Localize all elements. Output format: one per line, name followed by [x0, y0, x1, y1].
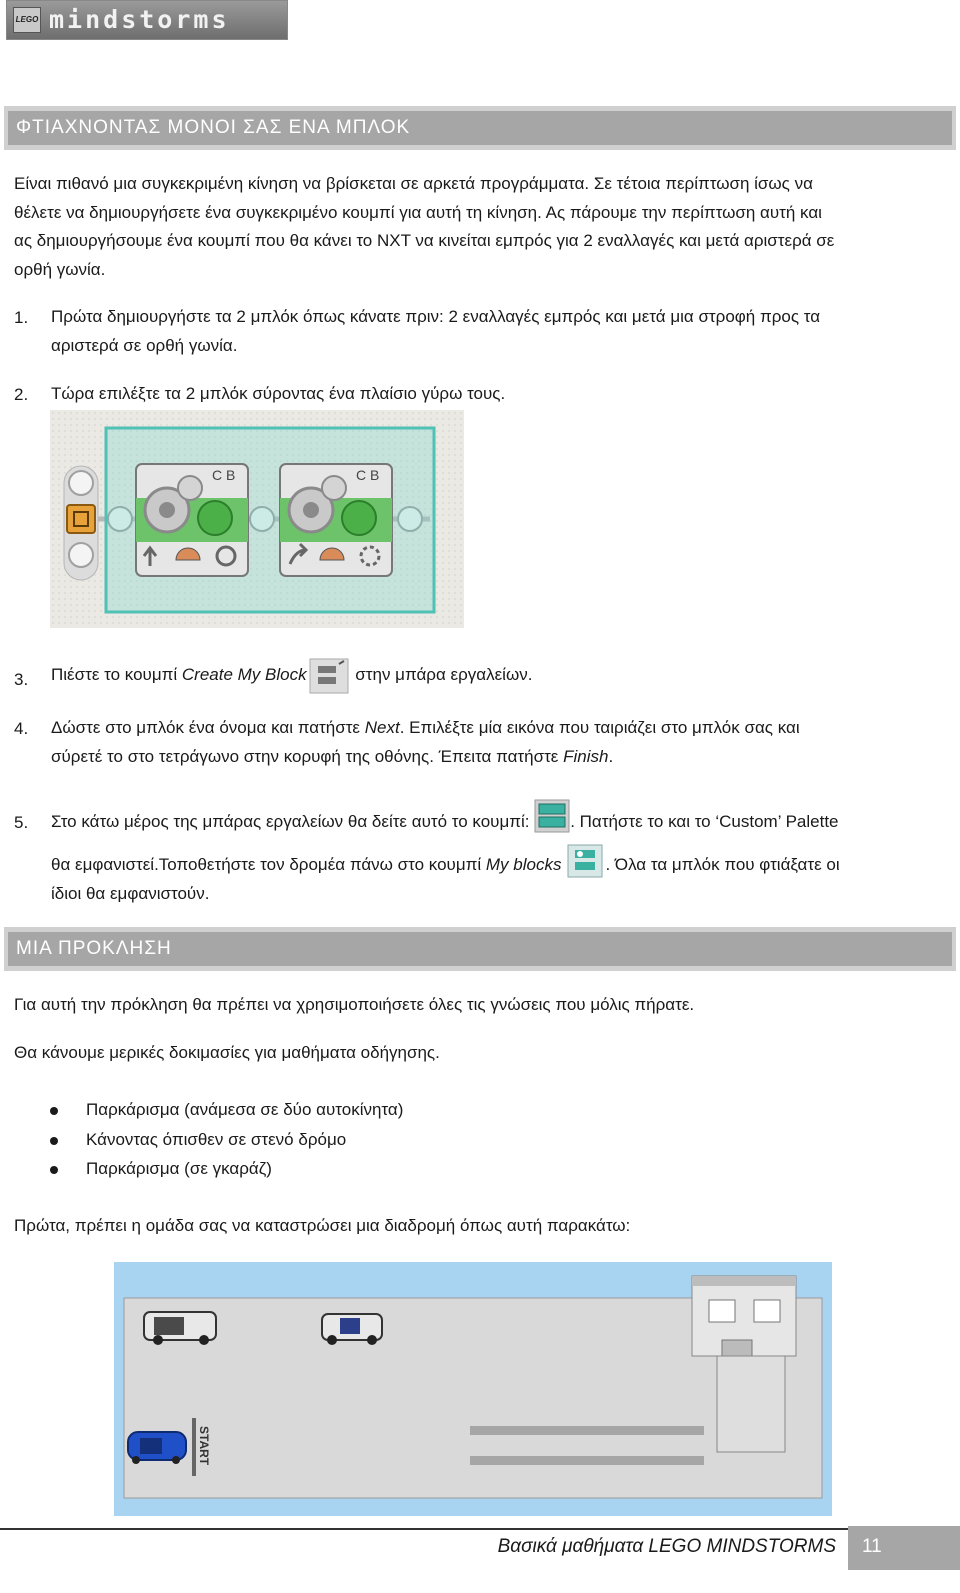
- logo-wordmark: mindstorms: [49, 5, 230, 34]
- course-intro: Πρώτα, πρέπει η ομάδα σας να καταστρώσει μια διαδρομή όπως αυτή παρακάτω:: [14, 1216, 631, 1235]
- intro-line-3: ας δημιουργήσουμε ένα κουμπί που θα κάνει το NXT να κινείται εμπρός για 2 εναλλαγές και μετά αριστερά σε: [14, 231, 835, 250]
- step-4-number: 4.: [14, 719, 29, 738]
- block-1-ports: C B: [212, 467, 236, 483]
- block-2-ports: C B: [356, 467, 380, 483]
- footer-rule: [0, 1528, 848, 1530]
- step-1-number: 1.: [14, 308, 29, 327]
- step-1-text: [51, 303, 951, 360]
- next-label: Next: [364, 718, 400, 737]
- my-blocks-icon: [567, 844, 603, 878]
- intro-line-4: ορθή γωνία.: [14, 259, 106, 279]
- page-number-box: [848, 1526, 960, 1570]
- bullet-dot-1: [50, 1107, 58, 1115]
- palette-switch-icon: [534, 799, 570, 833]
- step-5-part-c: θα εμφανιστεί.Τοποθετήστε τον δρομέα πάνω στο κουμπί: [51, 855, 486, 874]
- bullet-2: Κάνοντας όπισθεν σε στενό δρόμο: [86, 1130, 347, 1149]
- bullet-1: Παρκάρισμα (ανάμεσα σε δύο αυτοκίνητα): [86, 1100, 404, 1119]
- step-3-part-a: Πιέστε το κουμπί: [51, 665, 182, 684]
- step-1-line-2: αριστερά σε ορθή γωνία.: [51, 335, 238, 355]
- parked-car-1: [144, 1312, 216, 1345]
- step-5-line-2: [51, 851, 951, 908]
- start-label: START: [197, 1426, 211, 1466]
- robot-car: [128, 1432, 186, 1464]
- step-1-line-1: Πρώτα δημιουργήστε τα 2 μπλόκ όπως κάνατε πριν: 2 εναλλαγές εμπρός και μετά μια στροφή προς τα: [51, 307, 821, 326]
- selected-blocks-screenshot: [50, 410, 464, 628]
- bullet-dot-2: [50, 1137, 58, 1145]
- parked-car-2: [322, 1314, 382, 1345]
- step-4-part-a: Δώστε στο μπλόκ ένα όνομα και πατήστε: [51, 718, 365, 737]
- create-my-block-label: Create My Block: [181, 665, 307, 684]
- step-2-text: Τώρα επιλέξτε τα 2 μπλόκ σύροντας ένα πλαίσιο γύρω τους.: [51, 384, 506, 403]
- step-5-part-e: ίδιοι θα εμφανιστούν.: [51, 883, 210, 903]
- step-3-number: 3.: [14, 670, 29, 689]
- step-3-text: [51, 651, 951, 699]
- step-4-part-b: . Επιλέξτε μία εικόνα που ταιριάζει στο μπλόκ σας και: [399, 718, 800, 737]
- footer-title: Βασικά μαθήματα LEGO MINDSTORMS: [497, 1536, 836, 1557]
- driving-course-illustration: [114, 1262, 832, 1516]
- step-5-part-d: . Όλα τα μπλόκ που φτιάξατε οι: [605, 855, 840, 874]
- bullet-3: Παρκάρισμα (σε γκαράζ): [86, 1159, 272, 1178]
- mindstorms-logo: [6, 0, 288, 40]
- step-3-part-b: στην μπάρα εργαλείων.: [350, 665, 533, 684]
- bullet-dot-3: [50, 1166, 58, 1174]
- create-my-block-icon: [309, 658, 349, 694]
- section-header-1: [4, 106, 956, 150]
- my-blocks-label: My blocks: [485, 855, 562, 874]
- intro-line-2: θέλετε να δημιουργήσετε ένα συγκεκριμένο κουμπί για αυτή τη κίνηση. Ας πάρουμε την περίπτωση αυτή και: [14, 202, 822, 222]
- challenge-tests: Θα κάνουμε μερικές δοκιμασίες για μαθήματα οδήγησης.: [14, 1043, 440, 1062]
- finish-label: Finish: [563, 746, 609, 766]
- lego-logo: LEGO: [13, 7, 41, 33]
- section-title-2: ΜΙΑ ΠΡΟΚΛΗΣΗ: [16, 938, 172, 959]
- page-number: 11: [862, 1536, 882, 1557]
- section-title-1: ΦΤΙΑΧΝΟΝΤΑΣ ΜΟΝΟΙ ΣΑΣ ΕΝΑ ΜΠΛΟΚ: [16, 117, 411, 138]
- section-header-2: [4, 927, 956, 971]
- intro-paragraph: [14, 170, 944, 284]
- move-block-2: [280, 464, 392, 576]
- step-5-line-1: [51, 808, 951, 837]
- step-5-number: 5.: [14, 813, 29, 832]
- step-4-part-d: .: [608, 746, 614, 766]
- challenge-intro: Για αυτή την πρόκληση θα πρέπει να χρησιμοποιήσετε όλες τις γνώσεις που μόλις πήρατε.: [14, 995, 695, 1014]
- move-block-1: [136, 464, 248, 576]
- intro-line-1: Είναι πιθανό μια συγκεκριμένη κίνηση να βρίσκεται σε αρκετά προγράμματα. Σε τέτοια περίπτωση ίσως να: [14, 174, 813, 193]
- step-4-text: [51, 714, 951, 771]
- step-2-number: 2.: [14, 385, 29, 404]
- step-5-part-b: . Πατήστε το και το ‘Custom’ Palette: [570, 812, 839, 831]
- step-5-part-a: Στο κάτω μέρος της μπάρας εργαλείων θα δείτε αυτό το κουμπί:: [51, 812, 535, 831]
- step-4-part-c: σύρετέ το στο τετράγωνο στην κορυφή της οθόνης. Έπειτα πατήστε: [51, 746, 564, 766]
